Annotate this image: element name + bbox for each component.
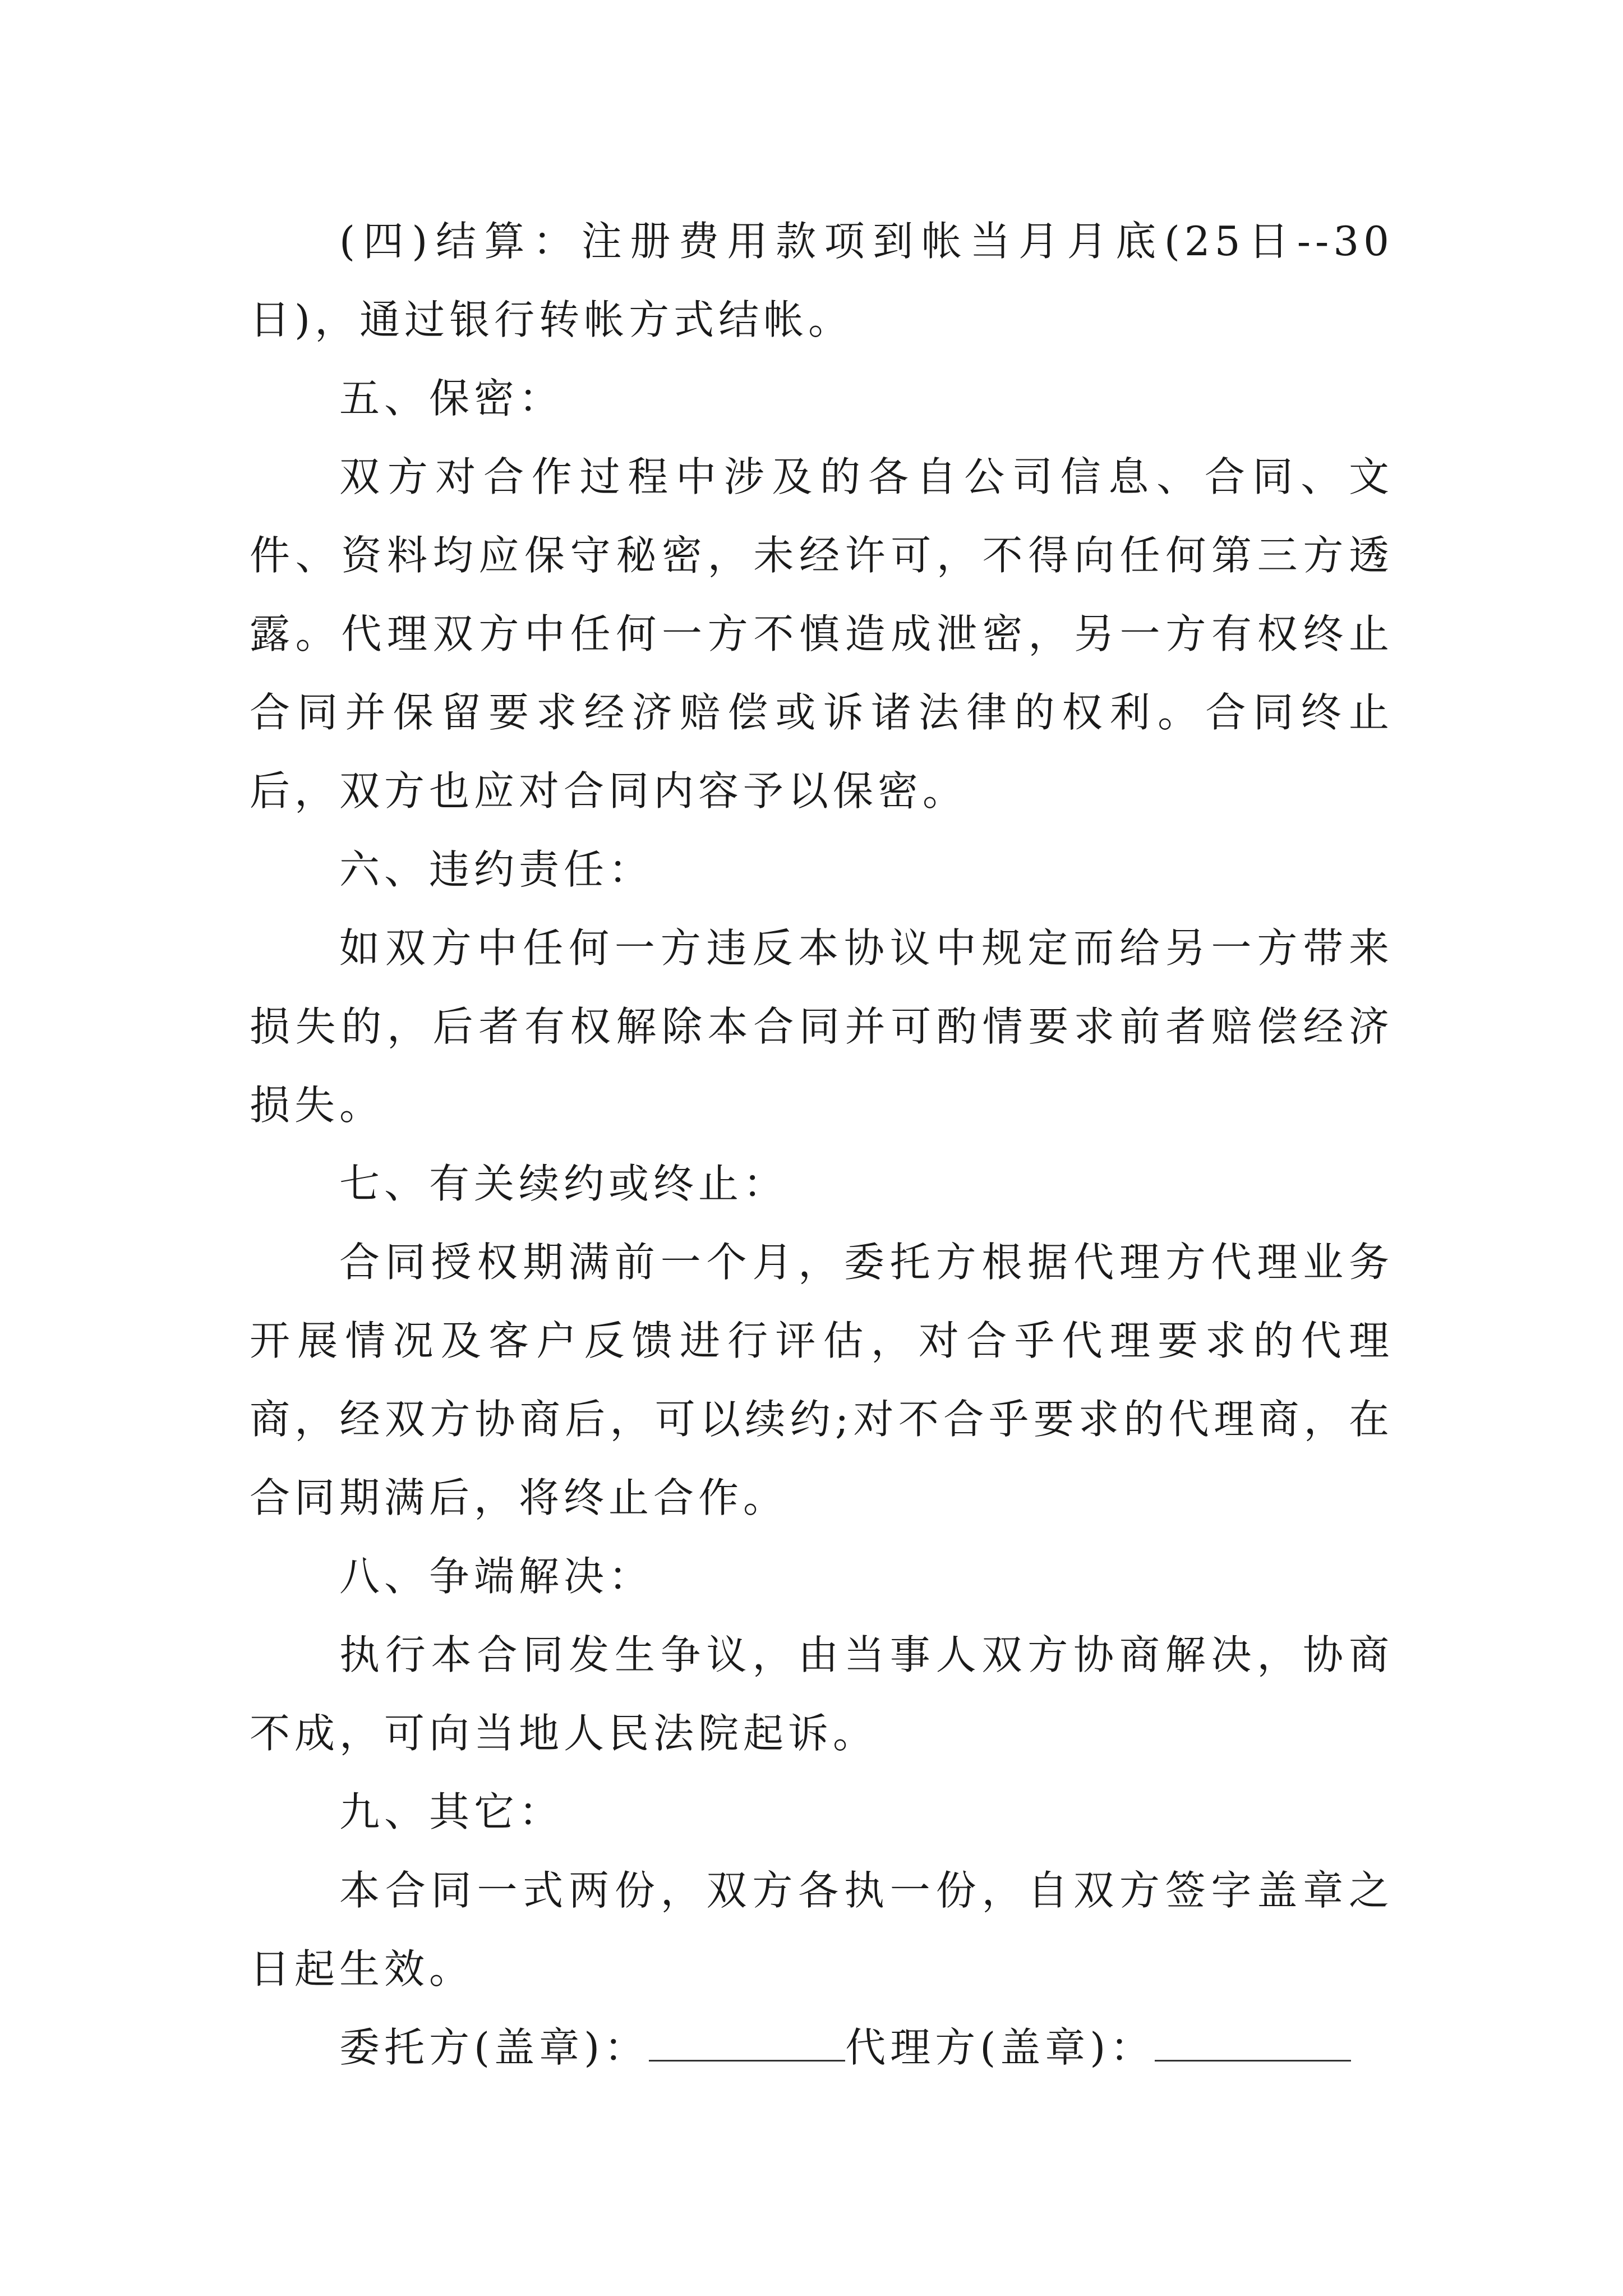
other-clause: 本合同一式两份，双方各执一份，自双方签字盖章之日起生效。 — [250, 1867, 1394, 1993]
confidentiality-heading: 五、保密： — [339, 375, 564, 422]
dispute-heading: 八、争端解决： — [339, 1553, 654, 1600]
breach-clause: 如双方中任何一方违反本协议中规定而给另一方带来损失的，后者有权解除本合同并可酌情要求前者赔偿经济损失。 — [250, 924, 1394, 1129]
confidentiality-clause: 双方对合作过程中涉及的各自公司信息、合同、文件、资料均应保守秘密，未经许可，不得向任何第三方透露。代理双方中任何一方不慎造成泄密，另一方有权终止合同并保留要求经济赔偿或诉诸法律的权利。合同终止后，双方也应对合同内容予以保密。 — [250, 453, 1394, 815]
dispute-clause: 执行本合同发生争议，由当事人双方协商解决，协商不成，可向当地人民法院起诉。 — [250, 1631, 1394, 1757]
principal-seal-label: 委托方(盖章)： — [339, 2024, 649, 2071]
principal-seal-blank[interactable] — [649, 2026, 845, 2062]
other-heading: 九、其它： — [339, 1788, 564, 1835]
agent-seal-blank[interactable] — [1155, 2026, 1351, 2062]
renewal-clause: 合同授权期满前一个月，委托方根据代理方代理业务开展情况及客户反馈进行评估，对合乎代理要求的代理商，经双方协商后，可以续约;对不合乎要求的代理商，在合同期满后，将终止合作。 — [250, 1239, 1394, 1521]
settlement-clause: (四)结算：注册费用款项到帐当月月底(25日--30日)，通过银行转帐方式结帐。 — [250, 218, 1394, 343]
signature-line — [250, 2008, 1394, 2087]
breach-heading: 六、违约责任： — [339, 846, 654, 893]
contract-text — [250, 202, 1394, 2087]
renewal-heading: 七、有关续约或终止： — [339, 1160, 789, 1207]
agent-seal-label: 代理方(盖章)： — [845, 2024, 1155, 2071]
